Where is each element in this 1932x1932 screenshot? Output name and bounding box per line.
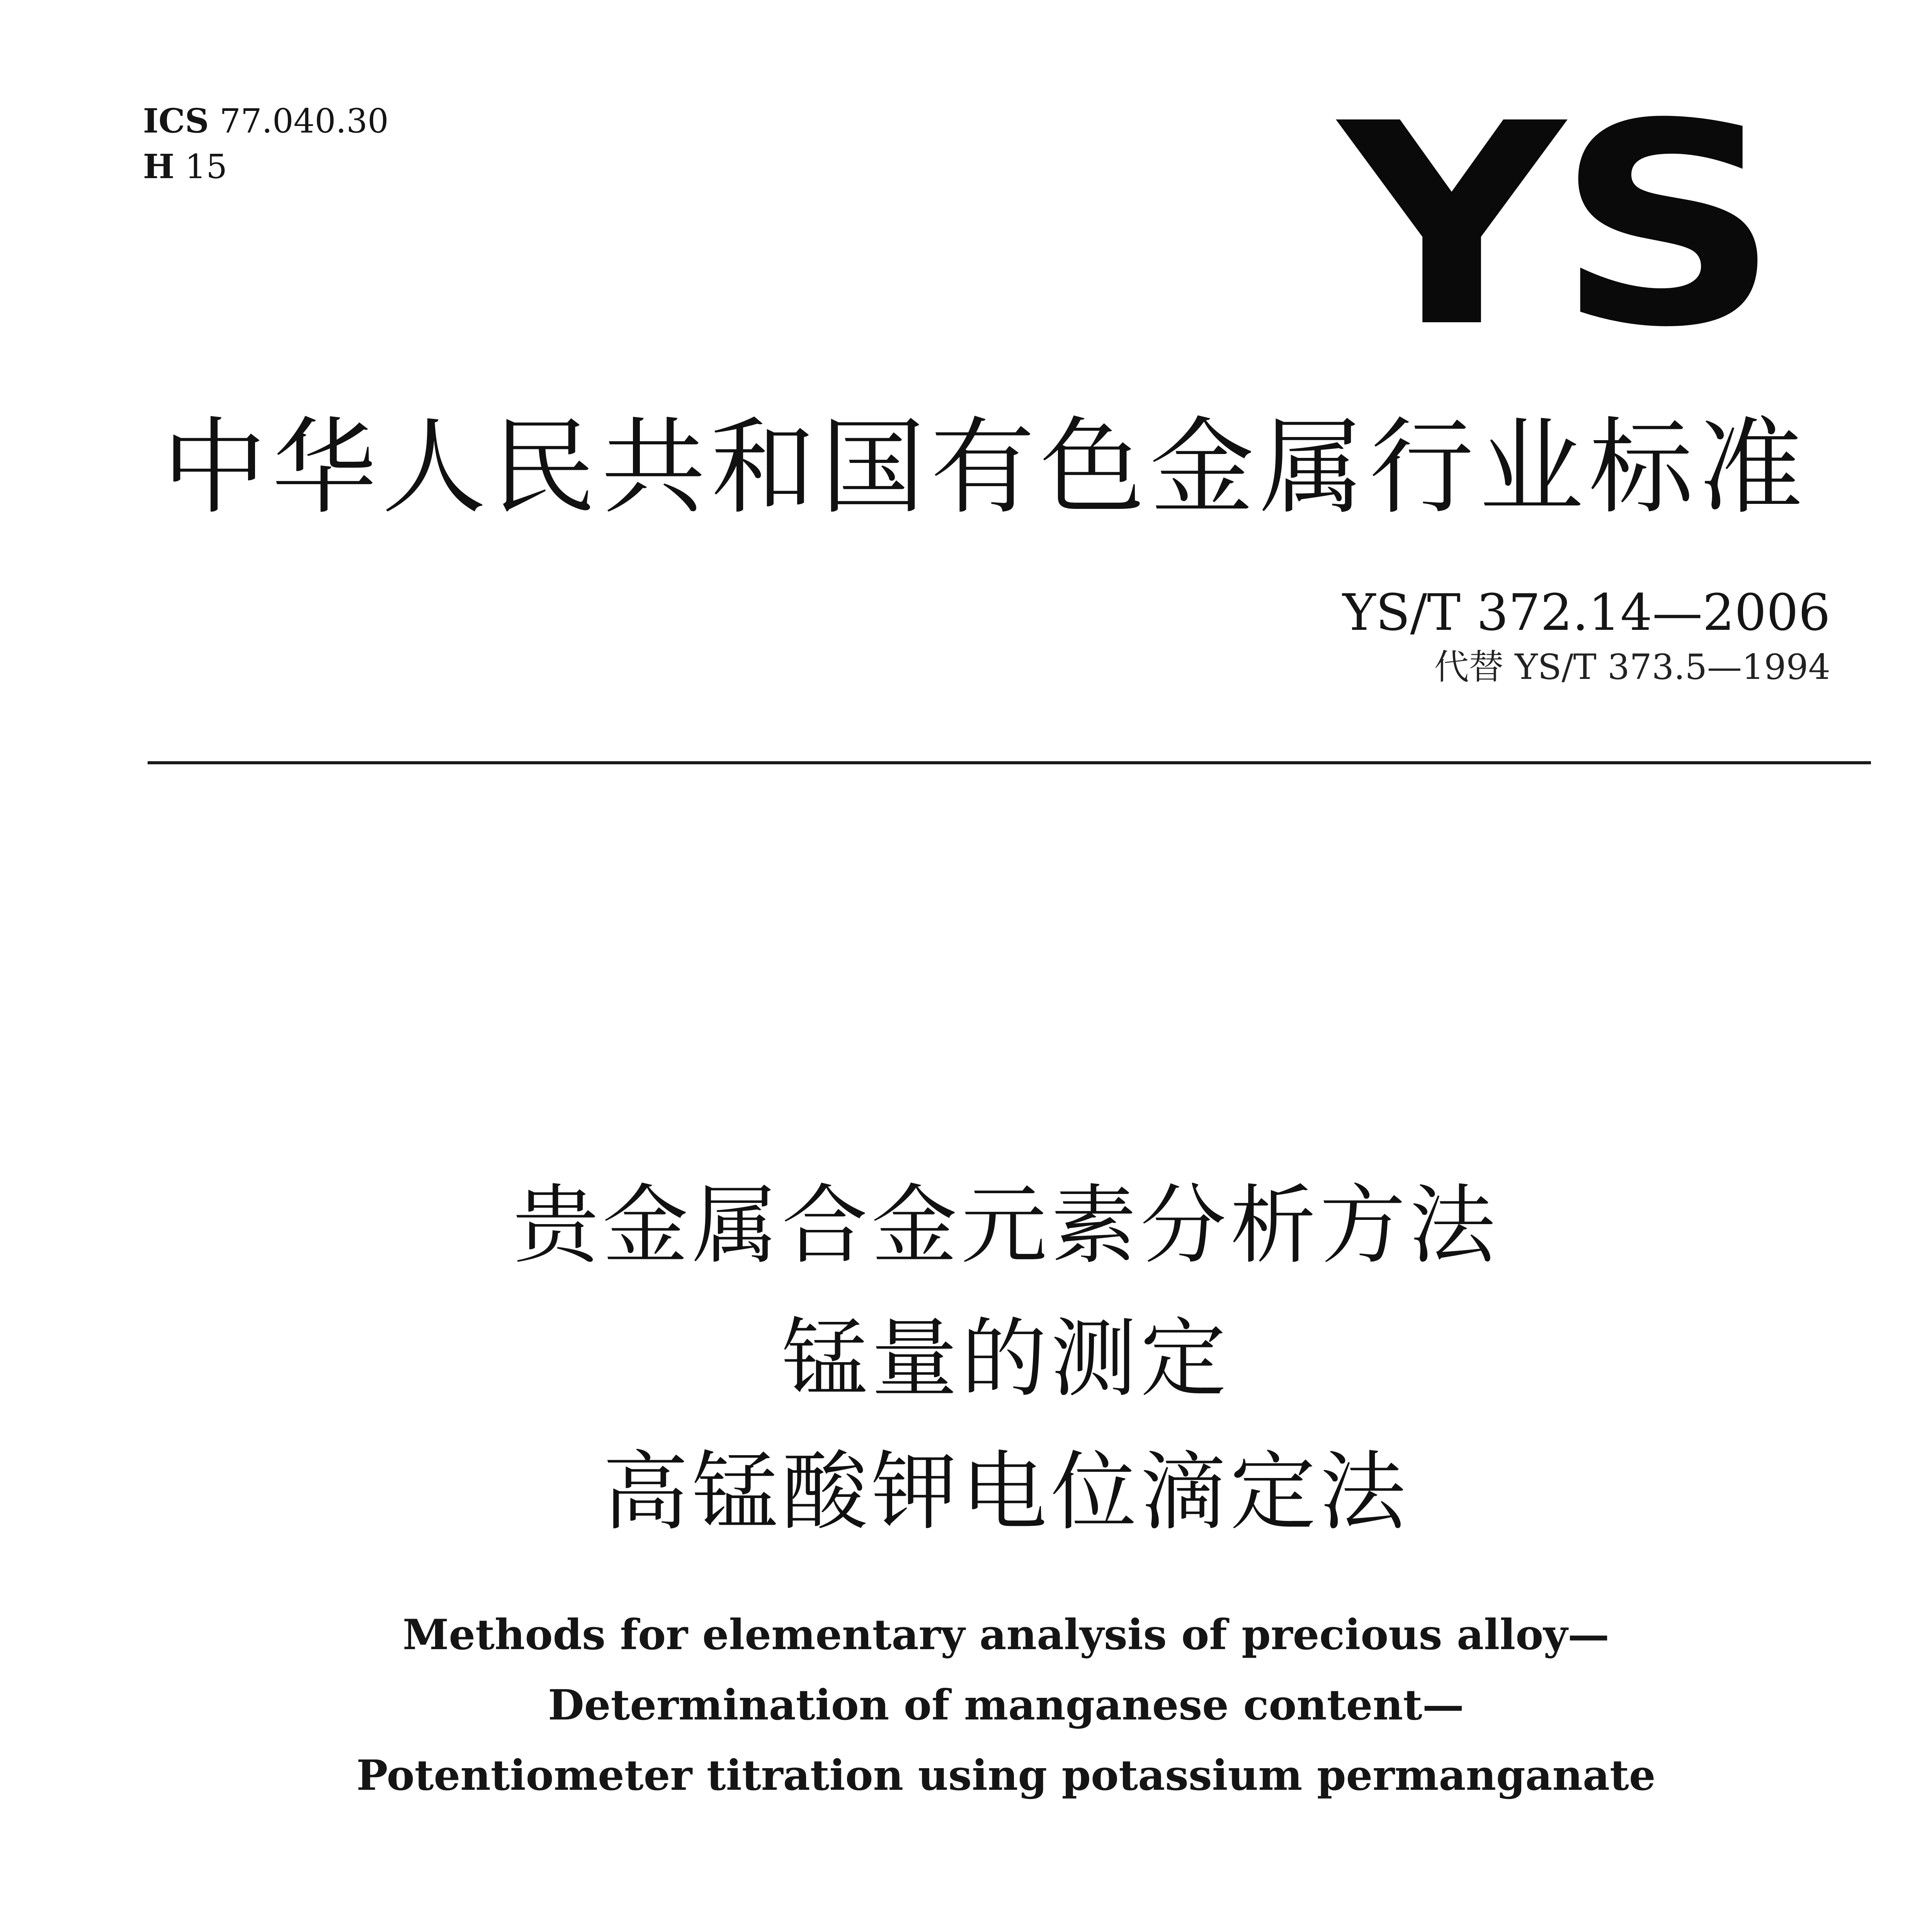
ics-label: ICS xyxy=(143,102,209,141)
ics-code: 77.040.30 xyxy=(219,102,389,141)
ccs-label: H xyxy=(143,147,175,186)
chinese-title-line-1: 贵金属合金元素分析方法 xyxy=(513,1176,1499,1276)
ys-logo: YS xyxy=(1339,64,1772,388)
industry-standard-title: 中华人民共和国有色金属行业标准 xyxy=(162,406,1808,528)
classification-codes xyxy=(143,99,389,190)
ccs-code: 15 xyxy=(185,148,228,186)
english-title-line-2: Determination of manganese content— xyxy=(548,1681,1464,1730)
ics-line xyxy=(143,99,389,144)
chinese-title-line-3: 高锰酸钾电位滴定法 xyxy=(602,1442,1410,1542)
replaces-standard: 代替 YS/T 373.5—1994 xyxy=(1434,647,1830,687)
ccs-line xyxy=(143,144,389,190)
top-divider xyxy=(148,761,1871,764)
standard-number: YS/T 372.14—2006 xyxy=(1342,583,1830,642)
chinese-title xyxy=(0,1159,1932,1559)
english-title-line-1: Methods for elementary analysis of precious alloy— xyxy=(403,1611,1609,1659)
english-title xyxy=(0,1600,1932,1811)
english-title-line-3: Potentiometer titration using potassium permanganate xyxy=(356,1751,1656,1800)
chinese-title-line-2: 锰量的测定 xyxy=(782,1309,1230,1409)
